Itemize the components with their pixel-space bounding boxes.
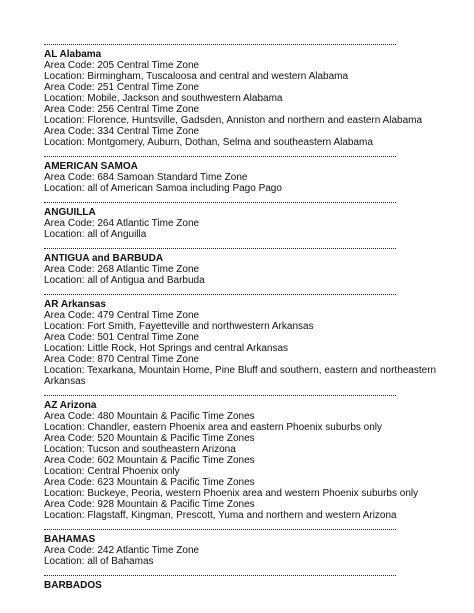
dotted-divider [44,202,396,203]
state-section [44,294,437,387]
section-title: AMERICAN SAMOA [44,161,138,172]
state-section [44,156,396,194]
area-code-line: Area Code: 205 Central Time Zone [44,60,200,71]
section-gap [44,387,396,395]
section-title: AR Arkansas [44,299,106,310]
section-title: ANTIGUA and BARBUDA [44,253,164,264]
section-gap [44,286,396,294]
location-line: Location: Flagstaff, Kingman, Prescott, Yuma and northern and western Arizona [44,510,397,521]
location-line: Location: Mobile, Jackson and southwestern Alabama [44,93,283,104]
state-section [44,44,423,148]
dotted-divider [44,294,396,295]
area-code-line: Area Code: 623 Mountain & Pacific Time Zones [44,477,255,488]
state-section [44,202,396,240]
section-gap [44,521,396,529]
dotted-divider [44,44,396,45]
area-code-line: Area Code: 251 Central Time Zone [44,82,200,93]
area-code-line: Area Code: 870 Central Time Zone [44,354,200,365]
section-gap [44,567,396,575]
section-title: BARBADOS [44,580,102,591]
location-line: Arkansas [44,376,86,387]
dotted-divider [44,575,396,576]
area-code-line: Area Code: 480 Mountain & Pacific Time Zones [44,411,255,422]
location-line: Location: Little Rock, Hot Springs and central Arkansas [44,343,289,354]
state-section [44,395,419,521]
area-code-line: Area Code: 256 Central Time Zone [44,104,200,115]
section-gap [44,148,396,156]
area-code-line: Area Code: 479 Central Time Zone [44,310,200,321]
area-code-line: Area Code: 501 Central Time Zone [44,332,200,343]
area-code-line: Area Code: 928 Mountain & Pacific Time Zones [44,499,255,510]
area-code-line: Area Code: 264 Atlantic Time Zone [44,218,200,229]
location-line: Location: all of Antigua and Barbuda [44,275,205,286]
state-section [44,248,396,286]
section-title: BAHAMAS [44,534,96,545]
section-gap [44,240,396,248]
location-line: Location: Buckeye, Peoria, western Phoenix area and western Phoenix suburbs only [44,488,419,499]
area-code-line: Area Code: 520 Mountain & Pacific Time Zones [44,433,255,444]
area-code-line: Area Code: 334 Central Time Zone [44,126,200,137]
state-section [44,529,396,567]
dotted-divider [44,248,396,249]
dotted-divider [44,156,396,157]
location-line: Location: Montgomery, Auburn, Dothan, Selma and southeastern Alabama [44,137,373,148]
location-line: Location: Fort Smith, Fayetteville and northwestern Arkansas [44,321,314,332]
location-line: Location: Florence, Huntsville, Gadsden, Anniston and northern and eastern Alabama [44,115,423,126]
location-line: Location: all of Anguilla [44,229,147,240]
area-code-line: Area Code: 268 Atlantic Time Zone [44,264,200,275]
dotted-divider [44,395,396,396]
location-line: Location: all of Bahamas [44,556,154,567]
section-gap [44,194,396,202]
location-line: Location: Texarkana, Mountain Home, Pine Bluff and southern, eastern and northeastern [44,365,437,376]
state-section [44,575,396,591]
location-line: Location: Central Phoenix only [44,466,180,477]
location-line: Location: Tucson and southeastern Arizona [44,444,236,455]
dotted-divider [44,529,396,530]
section-title: AL Alabama [44,49,102,60]
location-line: Location: Birmingham, Tuscaloosa and central and western Alabama [44,71,349,82]
location-line: Location: all of American Samoa including Pago Pago [44,183,282,194]
location-line: Location: Chandler, eastern Phoenix area and eastern Phoenix suburbs only [44,422,383,433]
area-code-line: Area Code: 602 Mountain & Pacific Time Zones [44,455,255,466]
area-code-document [44,44,437,591]
area-code-line: Area Code: 242 Atlantic Time Zone [44,545,200,556]
section-title: AZ Arizona [44,400,97,411]
section-title: ANGUILLA [44,207,96,218]
area-code-line: Area Code: 684 Samoan Standard Time Zone [44,172,248,183]
